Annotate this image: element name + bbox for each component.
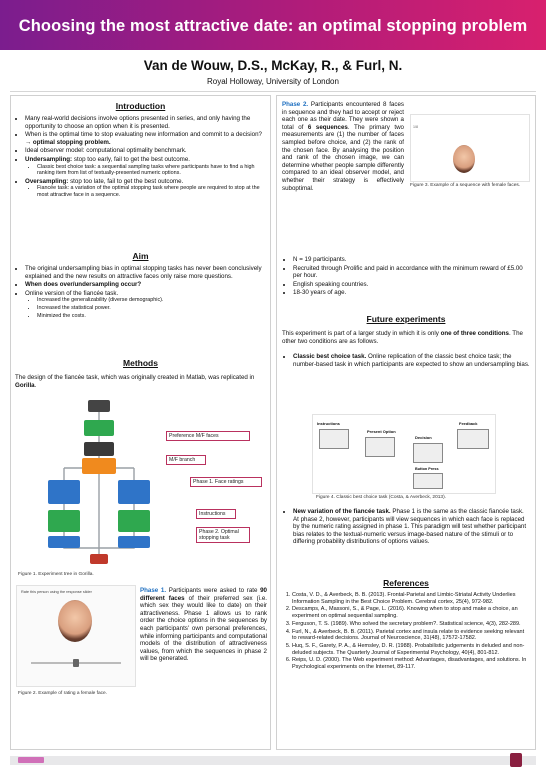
participant-bullet: • English speaking countries. xyxy=(293,281,530,289)
stopping-node-female xyxy=(48,536,80,548)
figure3-caption: Figure 3. Example of a sequence with female faces. xyxy=(410,183,521,188)
references-list xyxy=(282,592,530,672)
info-node xyxy=(84,442,114,456)
label-phase1: Phase 1. Face ratings xyxy=(190,477,262,487)
best-choice-figure xyxy=(312,414,496,494)
figure1-caption: Figure 1. Experiment tree in Gorilla. xyxy=(18,572,94,577)
slider-handle[interactable] xyxy=(73,659,79,667)
condition-bullet: • Classic best choice task. Online replication of the classic best choice task; the number-based task in which participants are expected to show an undersampling bias. xyxy=(293,353,530,368)
future-condition1 xyxy=(282,353,530,369)
intro-bullet: • When is the optimal time to stop evaluating new information and commit to a decision? → optimal stopping problem. xyxy=(25,131,266,146)
instructions-node-female xyxy=(48,510,80,532)
sequence-figure xyxy=(410,114,530,182)
aim-bullet: • When does over/undersampling occur? xyxy=(25,281,266,289)
authors: Van de Wouw, D.S., McKay, R., & Furl, N. xyxy=(143,58,403,73)
participant-bullet: • 18-30 years of age. xyxy=(293,289,530,297)
start-node xyxy=(88,400,110,412)
methods-intro: The design of the fiancée task, which was originally created in Matlab, was replicated in Gorilla. xyxy=(15,374,255,389)
female-face-image xyxy=(58,600,92,642)
aim-subbullet: • Increased the statistical power. xyxy=(37,305,266,312)
fig4-screen xyxy=(413,443,443,463)
instructions-node-male xyxy=(118,510,150,532)
university-crest-icon xyxy=(510,753,522,767)
fig4-feedback-label: Feedback xyxy=(459,421,478,426)
footer-bar xyxy=(10,756,536,765)
finish-node xyxy=(90,554,108,564)
intro-subbullet: • Fiancée task: a variation of the optimal stopping task where people are required to stop at the most attractive face in a sequence. xyxy=(37,185,266,198)
aim-heading: Aim xyxy=(132,251,149,261)
rating-node-male xyxy=(118,480,150,504)
header-divider xyxy=(10,91,536,92)
female-face-image xyxy=(453,145,475,173)
fig4-present-label: Present Option xyxy=(367,429,396,434)
footer-accent xyxy=(18,757,44,763)
reference-item: 3. Ferguson, T. S. (1989). Who solved the secretary problem?. Statistical science, 4(3), 282-289. xyxy=(292,621,530,628)
aim-bullet: • The original undersampling bias in optimal stopping tasks has never been conclusively explained and the new results on attractive faces only raise more questions. xyxy=(25,265,266,280)
branch-node xyxy=(82,458,116,474)
fig4-screen xyxy=(457,429,489,449)
title-banner xyxy=(0,0,546,50)
fig4-decision-label: Decision xyxy=(415,435,432,440)
aim-subbullet: • Minimized the costs. xyxy=(37,313,266,320)
references-heading: References xyxy=(383,578,429,588)
label-branch: M/F branch xyxy=(166,455,206,465)
intro-bullet: • Ideal observer model: computational optimality benchmark. xyxy=(25,147,266,155)
intro-bullet: • Undersampling: stop too early, fail to get the best outcome. • Classic best choice task: a sequential sampling tasks where participants have to find a high ranking item from list of textually-presented numeric options. xyxy=(25,156,266,177)
stopping-node-male xyxy=(118,536,150,548)
label-instructions: Instructions xyxy=(196,509,236,519)
fig4-button-label: Button Press xyxy=(415,467,439,471)
fig4-screen xyxy=(365,437,395,457)
intro-bullet: • Many real-world decisions involve options presented in series, and only having the opportunity to choose an option when it is presented. xyxy=(25,115,266,130)
intro-body xyxy=(14,115,266,200)
intro-bullet: • Oversampling: stop too late, fail to get the best outcome. • Fiancée task: a variation of the optimal stopping task where people are required to stop at the most attractive face in a sequence. xyxy=(25,178,266,199)
affiliation: Royal Holloway, University of London xyxy=(207,77,339,86)
aim-bullet: • Online version of the fiancée task. • Increased the generalizability (diverse demographic). • Increased the statistical power. • Minimized the costs. xyxy=(25,290,266,320)
experiment-tree-figure xyxy=(20,398,178,568)
condition-bullet: • New variation of the fiancée task. Phase 1 is the same as the classic fiancée task. At phase 2, however, participants will view sequences in which each face is replaced by the numeric rating assigned in phase 1. This paradigm will test whether participant bias relates to the textual-numeric versus image-based nature of the stimuli or to differing probability distributions of options values. xyxy=(293,508,530,546)
future-heading: Future experiments xyxy=(366,314,446,324)
reference-item: 1. Costa, V. D., & Averbeck, B. B. (2013). Frontal-Parietal and Limbic-Striatal Activity Underlies Information Sampling in the Best Choice Problem. Cerebral cortex, 25(4), 972-982. xyxy=(292,592,530,605)
label-preference: Preference M/F faces xyxy=(166,431,250,441)
figure2-caption: Figure 2. Example of rating a female face. xyxy=(18,691,108,696)
figure4-caption: Figure 4. Classic best choice task (Costa, & Averbeck, 2013). xyxy=(316,495,447,500)
reference-item: 4. Furl, N., & Averbeck, B. B. (2011). Parietal cortex and insula relate to evidence seeking relevant to reward-related decisions. Journal of Neuroscience, 31(48), 17572-17582. xyxy=(292,629,530,642)
participant-bullet: • N = 19 participants. xyxy=(293,256,530,264)
methods-heading: Methods xyxy=(123,358,158,368)
intro-subbullet: • Classic best choice task: a sequential sampling tasks where participants have to find a high ranking item from list of textually-presented numeric options. xyxy=(37,164,266,177)
aim-body xyxy=(14,265,266,321)
reference-item: 6. Reips, U. D. (2000). The Web experiment method: Advantages, disadvantages, and solutions. In Psychological experiments on the Internet, 89-117. xyxy=(292,657,530,670)
intro-heading: Introduction xyxy=(115,101,166,111)
aim-subbullet: • Increased the generalizability (diverse demographic). xyxy=(37,297,266,304)
future-intro: This experiment is part of a larger study in which it is only one of three conditions. The other two conditions are as follows. xyxy=(282,330,523,345)
fig4-instructions-label: Instructions xyxy=(317,421,340,426)
reference-item: 2. Descamps, A., Massoni, S., & Page, L. (2016). Knowing when to stop and make a choice, an experiment on optimal sequential sampling. xyxy=(292,606,530,619)
phase2-text: Phase 2. Participants encountered 8 faces in sequence and they had to accept or reject each one as their date. They were shown a total of 6 sequences. The primary two measurements are (1) the number of faces sampled before choice, and (2) the rank of the chosen face. By analysing the position and rank of the chosen image, we can determine whether people sample differently compared to an ideal observer model, and whether their strategy is effectively suboptimal. xyxy=(282,101,404,192)
rating-prompt: Rate this person using the response slider xyxy=(21,590,92,594)
sequence-counter: 1/8 xyxy=(413,125,418,129)
poster-title: Choosing the most attractive date: an optimal stopping problem xyxy=(18,17,528,35)
rating-node-female xyxy=(48,480,80,504)
reference-item: 5. Huq, S. F., Garety, P. A., & Hemsley, D. R. (1988). Probabilistic judgements in deluded and non-deluded subjects. The Quarterly Journal of Experimental Psychology, 40(4), 801-812. xyxy=(292,643,530,656)
label-phase2: Phase 2. Optimal stopping task xyxy=(196,527,250,543)
rating-figure xyxy=(16,585,136,687)
participant-bullet: • Recruited through Prolific and paid in accordance with the minimum reward of £5.00 per hour. xyxy=(293,265,530,280)
pref-node xyxy=(84,420,114,436)
phase1-text: Phase 1. Participants were asked to rate 90 different faces of their preferred sex (i.e. which sex they would like to date) on their attractiveness. Phase 1 allows us to rank order the choice options in the sequences by each participants' own personal preferences, while informing participants and computational models of the distribution of attractiveness values, from which the sequences in phase 2 will be generated. xyxy=(140,587,267,663)
phase2-bullets xyxy=(282,256,530,298)
fig4-screen xyxy=(319,429,349,449)
future-condition2 xyxy=(282,508,530,547)
fig4-screen xyxy=(413,473,443,489)
